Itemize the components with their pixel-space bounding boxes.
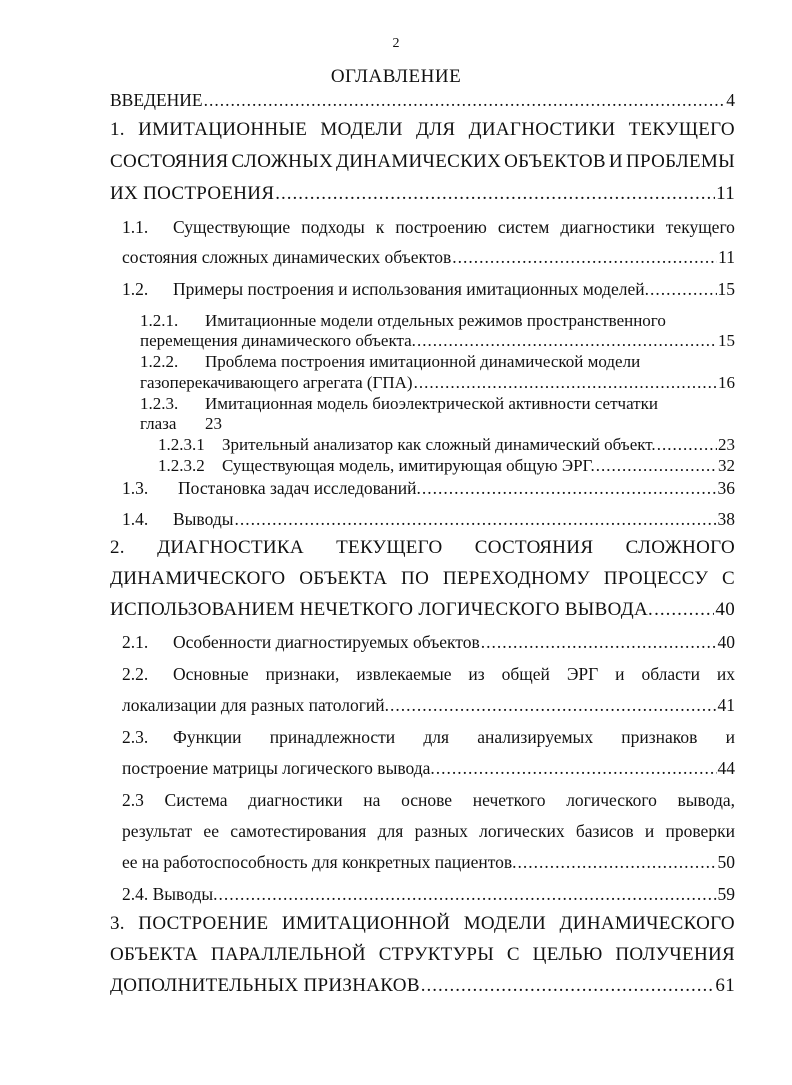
word: диагностики <box>560 217 655 237</box>
word: ДИНАМИЧЕСКИХ <box>336 151 502 172</box>
toc-page: 36 <box>717 478 735 498</box>
toc-label: ее на работоспособность для конкретных пациентов. <box>122 852 517 872</box>
toc-entry-2-3b-line3[interactable] <box>122 850 735 874</box>
toc-number: 1.4. <box>122 509 149 529</box>
toc-page: 4 <box>726 90 735 110</box>
word: И <box>608 151 623 172</box>
word: СОСТОЯНИЯ <box>474 537 594 558</box>
word: базисов <box>575 821 634 841</box>
word: 3. <box>110 913 125 934</box>
word: проверки <box>665 821 735 841</box>
toc-label: Зрительный анализатор как сложный динамический объект. <box>222 435 656 454</box>
toc-entry-ch2-line2[interactable] <box>110 567 735 591</box>
toc-number: 1.2.3.1 <box>158 435 205 454</box>
word: СОСТОЯНИЯ <box>110 151 229 172</box>
toc-entry-1-1-line2[interactable] <box>122 245 735 269</box>
word: Основные <box>173 664 249 684</box>
word: нечеткого <box>472 790 546 810</box>
word: ДИНАМИЧЕСКОГО <box>559 913 735 934</box>
word: общей <box>501 664 550 684</box>
dot-leader <box>436 756 717 780</box>
toc-label: Постановка задач исследований. <box>178 478 421 498</box>
word: С <box>722 568 735 589</box>
dot-leader <box>275 182 715 206</box>
dot-leader <box>204 88 726 112</box>
toc-page: 11 <box>716 183 735 204</box>
toc-entry-1-3[interactable] <box>178 476 735 500</box>
word: СТРУКТУРЫ <box>378 944 495 965</box>
word: подходы <box>301 217 365 237</box>
toc-entry-1-2-3-line1[interactable]: Имитационная модель биоэлектрической активности сетчатки <box>205 394 658 413</box>
toc-page: 38 <box>717 509 735 529</box>
toc-page: 23 <box>205 414 222 433</box>
word: ПО <box>401 568 430 589</box>
toc-entry-2-1[interactable] <box>173 630 735 654</box>
word: на <box>363 790 381 810</box>
word: логических <box>479 821 565 841</box>
toc-entry-2-3-line1[interactable] <box>173 725 735 749</box>
toc-number: 1.2.2. <box>140 352 179 371</box>
word: С <box>506 944 520 965</box>
word: признаки, <box>265 664 340 684</box>
toc-label: ИХ ПОСТРОЕНИЯ <box>110 183 275 204</box>
toc-label: газоперекачивающего агрегата (ГПА) <box>140 373 413 392</box>
toc-number: 1.2.3.2 <box>158 456 205 475</box>
toc-page: 59 <box>717 884 735 904</box>
toc-page: 41 <box>717 695 735 715</box>
word: ПАРАЛЛЕЛЬНОЙ <box>210 944 366 965</box>
toc-entry-2-3-line2[interactable] <box>122 756 735 780</box>
toc-entry-ch2-line3[interactable] <box>110 598 735 622</box>
toc-entry-1-2-2-line1[interactable]: Проблема построения имитационной динамической модели <box>205 352 641 371</box>
word: ОБЪЕКТА <box>110 944 199 965</box>
toc-label: Примеры построения и использования имитационных моделей. <box>173 279 650 299</box>
word: ее <box>203 821 219 841</box>
word: 1. <box>110 119 125 140</box>
word: к <box>375 217 385 237</box>
dot-leader <box>518 850 717 874</box>
toc-page: 23 <box>718 435 735 454</box>
toc-label: 2.4. Выводы. <box>122 884 218 904</box>
word: ЭРГ <box>566 664 599 684</box>
dot-leader <box>452 245 717 269</box>
word: текущего <box>665 217 735 237</box>
word: результат <box>122 821 193 841</box>
toc-label: Особенности диагностируемых объектов <box>173 632 480 652</box>
dot-leader <box>481 630 717 654</box>
toc-label: Существующая модель, имитирующая общую ЭРГ. <box>222 456 595 475</box>
toc-entry-ch1-line3[interactable] <box>110 182 735 206</box>
dot-leader <box>596 454 717 478</box>
toc-entry-ch2-line1[interactable] <box>110 536 735 560</box>
toc-entry-ch1-line1[interactable] <box>110 118 735 142</box>
toc-entry-1-2[interactable] <box>173 277 735 301</box>
word: ПРОБЛЕМЫ <box>625 151 735 172</box>
word: Функции <box>173 727 242 747</box>
word: ДЛЯ <box>415 119 456 140</box>
word: 2.3 <box>122 790 144 810</box>
word: систем <box>497 217 550 237</box>
word: и <box>725 727 735 747</box>
word: ТЕКУЩЕГО <box>336 537 443 558</box>
toc-entry-2-2-line2[interactable] <box>122 693 735 717</box>
dot-leader <box>421 974 715 998</box>
toc-label: ИСПОЛЬЗОВАНИЕМ НЕЧЕТКОГО ЛОГИЧЕСКОГО ВЫВОДА. <box>110 599 654 620</box>
toc-number: 1.3. <box>122 478 149 498</box>
word: и <box>644 821 655 841</box>
toc-page: 15 <box>718 331 735 350</box>
toc-page: 32 <box>718 456 735 475</box>
toc-label: ВВЕДЕНИЕ <box>110 90 203 110</box>
toc-number: 2.2. <box>122 664 149 684</box>
toc-entry-2-3b-line2[interactable] <box>122 819 735 843</box>
word: ТЕКУЩЕГО <box>628 119 735 140</box>
dot-leader <box>422 476 717 500</box>
toc-entry-1-2-3-2[interactable] <box>222 454 735 478</box>
word: Существующие <box>173 217 291 237</box>
toc-number: 2.3. <box>122 727 149 747</box>
page-number: 2 <box>392 36 400 51</box>
word: МОДЕЛИ <box>463 913 547 934</box>
dot-leader <box>390 693 716 717</box>
toc-page: 40 <box>717 632 735 652</box>
word: МОДЕЛИ <box>320 119 403 140</box>
toc-entry-ch1-line2[interactable] <box>110 150 735 174</box>
toc-page: 11 <box>718 247 735 267</box>
toc-entry-1-4[interactable] <box>173 507 735 531</box>
word: анализируемых <box>477 727 594 747</box>
toc-entry-1-1-line1[interactable] <box>173 215 735 239</box>
word: вывода, <box>677 790 735 810</box>
toc-label: Выводы <box>173 509 234 529</box>
toc-label: построение матрицы логического вывода. <box>122 758 435 778</box>
toc-page: 44 <box>717 758 735 778</box>
toc-entry-2-4[interactable] <box>122 882 735 906</box>
toc-entry-2-3b-line1[interactable] <box>122 788 735 812</box>
toc-entry-ch3-line1[interactable] <box>110 912 735 936</box>
toc-number: 1.1. <box>122 217 149 237</box>
word: ДИАГНОСТИКИ <box>468 119 616 140</box>
dot-leader <box>654 598 714 622</box>
word: ИМИТАЦИОННОЙ <box>281 913 451 934</box>
word: логического <box>566 790 657 810</box>
word: ПОСТРОЕНИЕ <box>138 913 269 934</box>
dot-leader <box>234 507 716 531</box>
word: диагностики <box>248 790 343 810</box>
word: ПОЛУЧЕНИЯ <box>615 944 735 965</box>
word: построению <box>395 217 487 237</box>
toc-entry-ch3-line3[interactable] <box>110 974 735 998</box>
word: ЦЕЛЬЮ <box>532 944 603 965</box>
word: ПРОЦЕССУ <box>603 568 709 589</box>
toc-number: 1.2.3. <box>140 394 179 413</box>
toc-entry-1-2-3-line2[interactable]: глаза <box>140 414 177 433</box>
word: ОБЪЕКТА <box>299 568 388 589</box>
word: из <box>468 664 485 684</box>
toc-entry-intro[interactable] <box>110 88 735 112</box>
toc-label: перемещения динамического объекта. <box>140 331 416 350</box>
toc-label: локализации для разных патологий. <box>122 695 390 715</box>
dot-leader <box>650 277 716 301</box>
word: основе <box>401 790 453 810</box>
word: СЛОЖНЫХ <box>231 151 333 172</box>
toc-label: ДОПОЛНИТЕЛЬНЫХ ПРИЗНАКОВ <box>110 975 420 996</box>
word: ИМИТАЦИОННЫЕ <box>138 119 308 140</box>
word: 2. <box>110 537 125 558</box>
toc-title: ОГЛАВЛЕНИЕ <box>330 66 462 87</box>
word: ДИАГНОСТИКА <box>157 537 304 558</box>
toc-page: 15 <box>717 279 735 299</box>
toc-entry-2-2-line1[interactable] <box>173 662 735 686</box>
dot-leader <box>218 882 716 906</box>
toc-number: 2.1. <box>122 632 149 652</box>
toc-entry-ch3-line2[interactable] <box>110 943 735 967</box>
word: самотестирования <box>230 821 367 841</box>
toc-page: 61 <box>715 975 735 996</box>
word: извлекаемые <box>356 664 452 684</box>
word: Система <box>164 790 228 810</box>
toc-number: 1.2.1. <box>140 311 179 330</box>
toc-page: 16 <box>718 373 735 392</box>
toc-entry-1-2-1-line1[interactable]: Имитационные модели отдельных режимов пространственного <box>205 311 666 330</box>
word: их <box>716 664 735 684</box>
word: принадлежности <box>269 727 396 747</box>
word: СЛОЖНОГО <box>625 537 735 558</box>
toc-label: состояния сложных динамических объектов <box>122 247 452 267</box>
word: признаков <box>621 727 698 747</box>
word: для <box>423 727 450 747</box>
word: ПЕРЕХОДНОМУ <box>442 568 590 589</box>
toc-page: 50 <box>717 852 735 872</box>
word: области <box>641 664 700 684</box>
word: разных <box>414 821 468 841</box>
word: ДИНАМИЧЕСКОГО <box>110 568 286 589</box>
toc-page: 40 <box>715 599 735 620</box>
word: и <box>615 664 625 684</box>
word: для <box>377 821 404 841</box>
toc-number: 1.2. <box>122 279 149 299</box>
word: ОБЪЕКТОВ <box>504 151 606 172</box>
